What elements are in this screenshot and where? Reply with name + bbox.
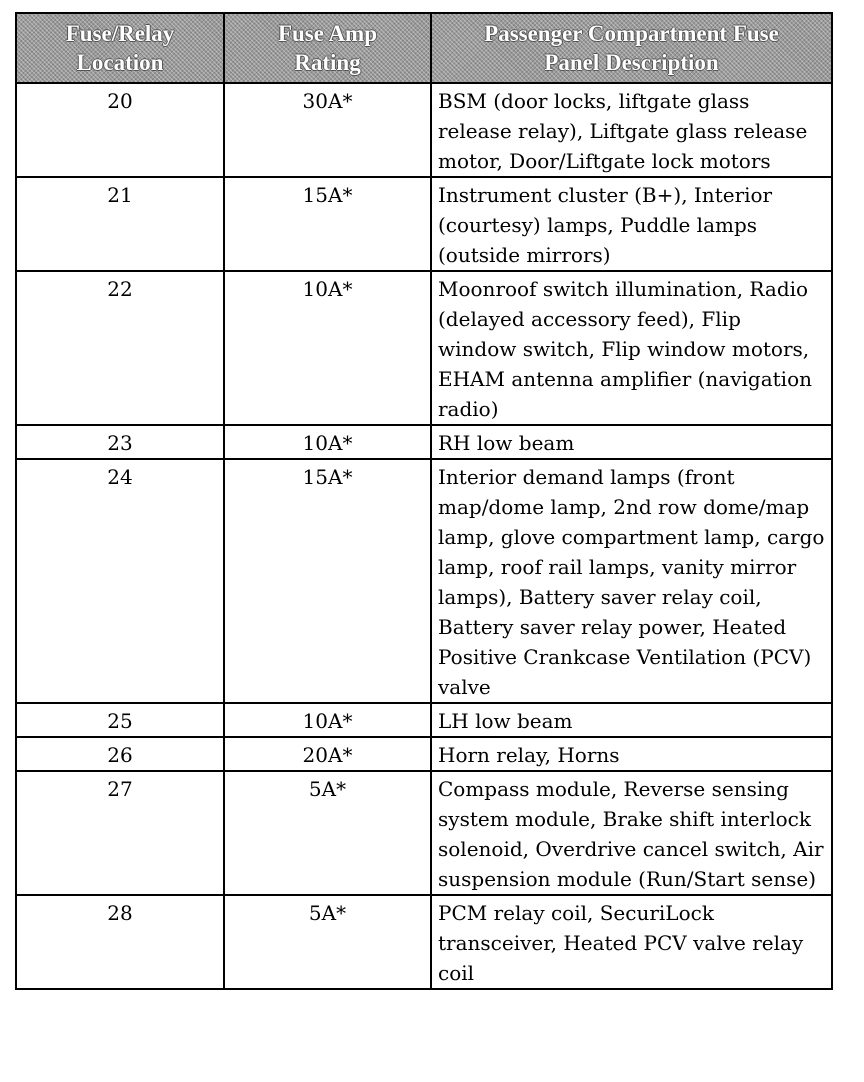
cell-rating: 15A* bbox=[224, 459, 431, 703]
header-description-line1: Passenger Compartment Fuse bbox=[484, 21, 779, 46]
header-location-line2: Location bbox=[76, 50, 164, 75]
cell-description: Moonroof switch illumination, Radio (delayed accessory feed), Flip window switch, Flip window motors, EHAM antenna amplifier (navigation radio) bbox=[431, 271, 832, 425]
header-description-line2: Panel Description bbox=[544, 50, 719, 75]
header-rating-line1: Fuse Amp bbox=[277, 21, 378, 46]
cell-description: RH low beam bbox=[431, 425, 832, 459]
table-row bbox=[16, 83, 832, 177]
table-row bbox=[16, 895, 832, 989]
cell-description: LH low beam bbox=[431, 703, 832, 737]
cell-location: 25 bbox=[16, 703, 224, 737]
cell-rating: 10A* bbox=[224, 425, 431, 459]
table-row bbox=[16, 771, 832, 895]
fuse-table bbox=[15, 12, 833, 990]
cell-location: 27 bbox=[16, 771, 224, 895]
header-description bbox=[431, 13, 832, 83]
table-row bbox=[16, 271, 832, 425]
cell-description: Horn relay, Horns bbox=[431, 737, 832, 771]
cell-rating: 30A* bbox=[224, 83, 431, 177]
cell-location: 21 bbox=[16, 177, 224, 271]
table-row bbox=[16, 459, 832, 703]
header-location-line1: Fuse/Relay bbox=[65, 21, 175, 46]
table-row bbox=[16, 737, 832, 771]
cell-rating: 20A* bbox=[224, 737, 431, 771]
cell-location: 20 bbox=[16, 83, 224, 177]
cell-rating: 5A* bbox=[224, 771, 431, 895]
cell-location: 26 bbox=[16, 737, 224, 771]
cell-description: PCM relay coil, SecuriLock transceiver, Heated PCV valve relay coil bbox=[431, 895, 832, 989]
cell-rating: 10A* bbox=[224, 703, 431, 737]
header-rating-line2: Rating bbox=[294, 50, 361, 75]
cell-location: 23 bbox=[16, 425, 224, 459]
cell-description: Interior demand lamps (front map/dome lamp, 2nd row dome/map lamp, glove compartment lamp, cargo lamp, roof rail lamps, vanity mirror lamps), Battery saver relay coil, Battery saver relay power, Heated Positive Crankcase Ventilation (PCV) valve bbox=[431, 459, 832, 703]
cell-rating: 15A* bbox=[224, 177, 431, 271]
cell-location: 24 bbox=[16, 459, 224, 703]
header-location bbox=[16, 13, 224, 83]
cell-description: Compass module, Reverse sensing system module, Brake shift interlock solenoid, Overdrive cancel switch, Air suspension module (Run/Start sense) bbox=[431, 771, 832, 895]
table-row bbox=[16, 703, 832, 737]
cell-description: BSM (door locks, liftgate glass release relay), Liftgate glass release motor, Door/Liftgate lock motors bbox=[431, 83, 832, 177]
cell-description: Instrument cluster (B+), Interior (courtesy) lamps, Puddle lamps (outside mirrors) bbox=[431, 177, 832, 271]
header-rating bbox=[224, 13, 431, 83]
cell-location: 22 bbox=[16, 271, 224, 425]
cell-location: 28 bbox=[16, 895, 224, 989]
cell-rating: 5A* bbox=[224, 895, 431, 989]
header-row bbox=[16, 13, 832, 83]
table-row bbox=[16, 425, 832, 459]
cell-rating: 10A* bbox=[224, 271, 431, 425]
table-row bbox=[16, 177, 832, 271]
